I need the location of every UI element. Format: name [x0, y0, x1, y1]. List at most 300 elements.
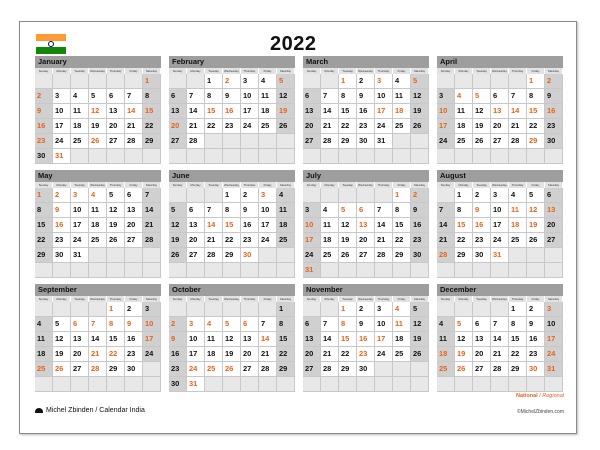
day-cell: 28	[491, 362, 509, 377]
empty-cell	[473, 149, 491, 164]
day-cell: 26	[169, 248, 187, 263]
day-cell: 24	[545, 347, 563, 362]
day-cell: 30	[527, 362, 545, 377]
day-cell: 24	[303, 248, 321, 263]
month-april	[437, 56, 563, 164]
month-september	[35, 284, 161, 392]
day-cell: 1	[393, 188, 411, 203]
day-cell: 21	[143, 218, 161, 233]
day-cell: 23	[357, 347, 375, 362]
empty-cell	[491, 263, 509, 278]
day-cell: 5	[277, 74, 295, 89]
day-cell: 25	[35, 362, 53, 377]
day-cell: 5	[339, 203, 357, 218]
day-cell: 2	[241, 188, 259, 203]
weekday-label: Friday	[259, 296, 277, 302]
day-cell: 19	[107, 218, 125, 233]
day-cell: 12	[89, 104, 107, 119]
day-grid	[303, 188, 429, 278]
empty-cell	[455, 302, 473, 317]
day-cell: 11	[455, 104, 473, 119]
empty-cell	[357, 149, 375, 164]
day-cell: 6	[241, 317, 259, 332]
empty-cell	[187, 74, 205, 89]
empty-cell	[169, 149, 187, 164]
empty-cell	[241, 134, 259, 149]
day-cell: 27	[303, 134, 321, 149]
empty-cell	[169, 74, 187, 89]
day-cell: 26	[223, 362, 241, 377]
day-cell: 26	[411, 119, 429, 134]
weekday-label: Wednesday	[491, 296, 509, 302]
day-cell: 13	[303, 332, 321, 347]
day-cell: 9	[53, 203, 71, 218]
day-cell: 4	[455, 89, 473, 104]
weekday-label: Monday	[321, 182, 339, 188]
weekday-label: Tuesday	[473, 68, 491, 74]
empty-cell	[53, 263, 71, 278]
empty-cell	[321, 377, 339, 392]
day-cell: 2	[527, 302, 545, 317]
day-cell: 30	[473, 248, 491, 263]
day-cell: 3	[187, 317, 205, 332]
day-cell: 20	[303, 119, 321, 134]
day-cell: 19	[411, 332, 429, 347]
day-cell: 1	[339, 74, 357, 89]
weekday-label: Friday	[125, 68, 143, 74]
day-cell: 19	[339, 233, 357, 248]
month-name: August	[437, 170, 563, 182]
empty-cell	[277, 377, 295, 392]
day-cell: 27	[169, 134, 187, 149]
weekday-label: Thursday	[241, 296, 259, 302]
weekday-label: Monday	[53, 296, 71, 302]
day-cell: 28	[143, 233, 161, 248]
day-cell: 25	[205, 362, 223, 377]
day-cell: 15	[509, 332, 527, 347]
empty-cell	[241, 302, 259, 317]
day-cell: 14	[259, 332, 277, 347]
weekday-label: Wednesday	[223, 296, 241, 302]
weekday-label: Wednesday	[491, 182, 509, 188]
day-cell: 29	[107, 362, 125, 377]
day-cell: 27	[71, 362, 89, 377]
day-cell: 31	[187, 377, 205, 392]
empty-cell	[393, 134, 411, 149]
day-cell: 16	[545, 104, 563, 119]
day-cell: 20	[491, 119, 509, 134]
day-cell: 18	[71, 119, 89, 134]
day-cell: 5	[411, 302, 429, 317]
day-cell: 10	[437, 104, 455, 119]
day-cell: 6	[107, 89, 125, 104]
empty-cell	[545, 377, 563, 392]
day-cell: 10	[53, 104, 71, 119]
empty-cell	[259, 263, 277, 278]
empty-cell	[509, 149, 527, 164]
weekday-label: Thursday	[241, 182, 259, 188]
day-cell: 8	[223, 203, 241, 218]
day-cell: 7	[509, 89, 527, 104]
day-cell: 19	[455, 347, 473, 362]
day-cell: 28	[321, 362, 339, 377]
empty-cell	[473, 302, 491, 317]
empty-cell	[259, 149, 277, 164]
day-cell: 7	[89, 317, 107, 332]
month-name: November	[303, 284, 429, 296]
day-cell: 30	[35, 149, 53, 164]
day-cell: 2	[473, 188, 491, 203]
empty-cell	[527, 248, 545, 263]
empty-cell	[169, 263, 187, 278]
day-cell: 5	[53, 317, 71, 332]
empty-cell	[241, 377, 259, 392]
day-cell: 13	[473, 332, 491, 347]
empty-cell	[437, 149, 455, 164]
day-cell: 4	[437, 317, 455, 332]
day-cell: 12	[455, 332, 473, 347]
day-cell: 22	[393, 233, 411, 248]
weekday-label: Sunday	[437, 182, 455, 188]
day-cell: 2	[35, 89, 53, 104]
empty-cell	[125, 248, 143, 263]
day-cell: 15	[527, 104, 545, 119]
day-cell: 25	[393, 119, 411, 134]
legend	[516, 393, 564, 399]
empty-cell	[169, 188, 187, 203]
day-cell: 19	[527, 218, 545, 233]
empty-cell	[35, 74, 53, 89]
empty-cell	[491, 74, 509, 89]
month-june	[169, 170, 295, 278]
day-cell: 16	[223, 104, 241, 119]
empty-cell	[339, 377, 357, 392]
day-cell: 29	[339, 134, 357, 149]
day-cell: 10	[375, 89, 393, 104]
day-cell: 18	[277, 218, 295, 233]
day-cell: 22	[455, 233, 473, 248]
day-cell: 22	[205, 119, 223, 134]
day-cell: 29	[527, 134, 545, 149]
day-cell: 22	[527, 119, 545, 134]
day-cell: 15	[393, 218, 411, 233]
day-cell: 8	[509, 317, 527, 332]
day-cell: 30	[169, 377, 187, 392]
day-cell: 3	[303, 203, 321, 218]
day-cell: 30	[241, 248, 259, 263]
day-cell: 26	[473, 134, 491, 149]
empty-cell	[509, 377, 527, 392]
day-cell: 22	[509, 347, 527, 362]
day-cell: 13	[169, 104, 187, 119]
empty-cell	[509, 263, 527, 278]
empty-cell	[375, 188, 393, 203]
empty-cell	[375, 377, 393, 392]
empty-cell	[339, 263, 357, 278]
footer-website[interactable]: ©MichelZbinden.com	[516, 409, 564, 415]
day-cell: 14	[89, 332, 107, 347]
day-cell: 7	[259, 317, 277, 332]
empty-cell	[545, 248, 563, 263]
day-cell: 8	[107, 317, 125, 332]
month-december	[437, 284, 563, 392]
month-may	[35, 170, 161, 278]
weekday-label: Monday	[455, 68, 473, 74]
day-cell: 31	[545, 362, 563, 377]
empty-cell	[357, 263, 375, 278]
day-cell: 16	[35, 119, 53, 134]
day-cell: 10	[545, 317, 563, 332]
day-cell: 4	[277, 188, 295, 203]
day-cell: 17	[375, 332, 393, 347]
weekday-label: Thursday	[107, 296, 125, 302]
weekday-label: Tuesday	[205, 182, 223, 188]
day-cell: 12	[473, 104, 491, 119]
day-grid	[169, 302, 295, 392]
day-cell: 4	[35, 317, 53, 332]
weekday-label: Saturday	[143, 182, 161, 188]
day-cell: 7	[187, 89, 205, 104]
day-cell: 20	[71, 347, 89, 362]
empty-cell	[187, 302, 205, 317]
day-cell: 6	[187, 203, 205, 218]
day-cell: 11	[205, 332, 223, 347]
day-cell: 24	[375, 119, 393, 134]
empty-cell	[437, 74, 455, 89]
day-cell: 17	[241, 104, 259, 119]
day-cell: 23	[545, 119, 563, 134]
empty-cell	[491, 149, 509, 164]
day-cell: 8	[277, 317, 295, 332]
day-cell: 19	[89, 119, 107, 134]
weekday-label: Monday	[187, 68, 205, 74]
day-cell: 27	[187, 248, 205, 263]
weekday-label: Thursday	[375, 296, 393, 302]
day-cell: 2	[357, 302, 375, 317]
day-cell: 3	[545, 302, 563, 317]
day-cell: 15	[107, 332, 125, 347]
empty-cell	[143, 149, 161, 164]
weekday-label: Sunday	[35, 68, 53, 74]
day-cell: 22	[35, 233, 53, 248]
weekday-label: Saturday	[545, 68, 563, 74]
day-cell: 20	[187, 233, 205, 248]
day-cell: 25	[89, 233, 107, 248]
empty-cell	[89, 74, 107, 89]
day-cell: 20	[473, 347, 491, 362]
empty-cell	[71, 149, 89, 164]
empty-cell	[321, 302, 339, 317]
day-cell: 28	[375, 248, 393, 263]
day-cell: 9	[241, 203, 259, 218]
empty-cell	[303, 188, 321, 203]
day-cell: 24	[53, 134, 71, 149]
empty-cell	[71, 377, 89, 392]
weekday-label: Wednesday	[491, 68, 509, 74]
day-cell: 4	[393, 74, 411, 89]
empty-cell	[125, 74, 143, 89]
day-cell: 25	[321, 248, 339, 263]
day-cell: 5	[107, 188, 125, 203]
day-cell: 7	[375, 203, 393, 218]
day-cell: 1	[339, 302, 357, 317]
day-cell: 16	[527, 332, 545, 347]
day-cell: 15	[205, 104, 223, 119]
empty-cell	[527, 263, 545, 278]
weekday-label: Sunday	[303, 296, 321, 302]
month-august	[437, 170, 563, 278]
day-cell: 6	[303, 89, 321, 104]
day-cell: 27	[303, 362, 321, 377]
day-cell: 18	[35, 347, 53, 362]
day-cell: 16	[473, 218, 491, 233]
day-cell: 14	[491, 332, 509, 347]
day-cell: 24	[71, 233, 89, 248]
day-cell: 13	[187, 218, 205, 233]
day-cell: 2	[223, 74, 241, 89]
weekday-label: Saturday	[411, 296, 429, 302]
empty-cell	[89, 248, 107, 263]
day-cell: 9	[545, 89, 563, 104]
empty-cell	[53, 74, 71, 89]
day-cell: 11	[321, 218, 339, 233]
weekday-label: Wednesday	[89, 68, 107, 74]
day-cell: 2	[545, 74, 563, 89]
empty-cell	[143, 377, 161, 392]
day-cell: 18	[393, 104, 411, 119]
day-grid	[35, 302, 161, 392]
day-grid	[437, 188, 563, 278]
day-cell: 12	[107, 203, 125, 218]
empty-cell	[223, 302, 241, 317]
empty-cell	[411, 149, 429, 164]
day-cell: 28	[437, 248, 455, 263]
day-cell: 31	[71, 248, 89, 263]
empty-cell	[125, 263, 143, 278]
weekday-label: Thursday	[375, 68, 393, 74]
empty-cell	[393, 263, 411, 278]
empty-cell	[205, 377, 223, 392]
day-cell: 13	[357, 218, 375, 233]
month-march	[303, 56, 429, 164]
empty-cell	[205, 134, 223, 149]
weekday-label: Saturday	[545, 296, 563, 302]
empty-cell	[491, 377, 509, 392]
weekday-label: Monday	[187, 182, 205, 188]
empty-cell	[107, 74, 125, 89]
day-cell: 10	[143, 317, 161, 332]
empty-cell	[393, 362, 411, 377]
empty-cell	[277, 134, 295, 149]
day-cell: 27	[241, 362, 259, 377]
day-cell: 10	[241, 89, 259, 104]
empty-cell	[455, 149, 473, 164]
day-grid	[35, 74, 161, 164]
day-cell: 17	[303, 233, 321, 248]
empty-cell	[277, 149, 295, 164]
day-cell: 16	[125, 332, 143, 347]
day-cell: 27	[125, 233, 143, 248]
day-cell: 30	[357, 362, 375, 377]
empty-cell	[509, 248, 527, 263]
empty-cell	[259, 134, 277, 149]
day-cell: 29	[35, 248, 53, 263]
day-cell: 11	[277, 203, 295, 218]
day-cell: 6	[545, 188, 563, 203]
empty-cell	[527, 149, 545, 164]
day-cell: 5	[411, 74, 429, 89]
day-cell: 13	[491, 104, 509, 119]
day-cell: 28	[259, 362, 277, 377]
day-cell: 19	[411, 104, 429, 119]
empty-cell	[321, 263, 339, 278]
day-cell: 11	[509, 203, 527, 218]
day-cell: 13	[125, 203, 143, 218]
empty-cell	[89, 263, 107, 278]
day-cell: 21	[321, 119, 339, 134]
empty-cell	[259, 377, 277, 392]
day-cell: 8	[143, 89, 161, 104]
weekday-label: Monday	[187, 296, 205, 302]
day-cell: 11	[35, 332, 53, 347]
day-cell: 10	[303, 218, 321, 233]
day-cell: 16	[53, 218, 71, 233]
month-name: April	[437, 56, 563, 68]
day-cell: 15	[277, 332, 295, 347]
day-cell: 31	[303, 263, 321, 278]
legend-regional: Regional	[542, 393, 564, 399]
weekday-label: Tuesday	[71, 68, 89, 74]
empty-cell	[223, 263, 241, 278]
empty-cell	[107, 248, 125, 263]
day-cell: 15	[455, 218, 473, 233]
day-cell: 6	[357, 203, 375, 218]
weekday-label: Sunday	[169, 182, 187, 188]
empty-cell	[455, 377, 473, 392]
weekday-label: Tuesday	[205, 68, 223, 74]
day-cell: 9	[35, 104, 53, 119]
empty-cell	[187, 188, 205, 203]
day-cell: 3	[375, 74, 393, 89]
day-cell: 12	[411, 89, 429, 104]
day-cell: 25	[71, 134, 89, 149]
weekday-label: Thursday	[375, 182, 393, 188]
day-cell: 2	[53, 188, 71, 203]
empty-cell	[205, 263, 223, 278]
weekday-label: Friday	[393, 182, 411, 188]
day-cell: 11	[437, 332, 455, 347]
empty-cell	[35, 302, 53, 317]
day-cell: 17	[375, 104, 393, 119]
day-cell: 9	[125, 317, 143, 332]
day-cell: 11	[393, 89, 411, 104]
day-cell: 9	[473, 203, 491, 218]
empty-cell	[455, 263, 473, 278]
day-cell: 26	[89, 134, 107, 149]
day-cell: 11	[393, 317, 411, 332]
empty-cell	[35, 377, 53, 392]
empty-cell	[393, 377, 411, 392]
day-cell: 29	[277, 362, 295, 377]
month-name: October	[169, 284, 295, 296]
empty-cell	[321, 149, 339, 164]
day-cell: 7	[491, 317, 509, 332]
day-cell: 29	[339, 362, 357, 377]
day-cell: 14	[321, 104, 339, 119]
empty-cell	[375, 149, 393, 164]
day-cell: 22	[339, 347, 357, 362]
day-cell: 27	[491, 134, 509, 149]
